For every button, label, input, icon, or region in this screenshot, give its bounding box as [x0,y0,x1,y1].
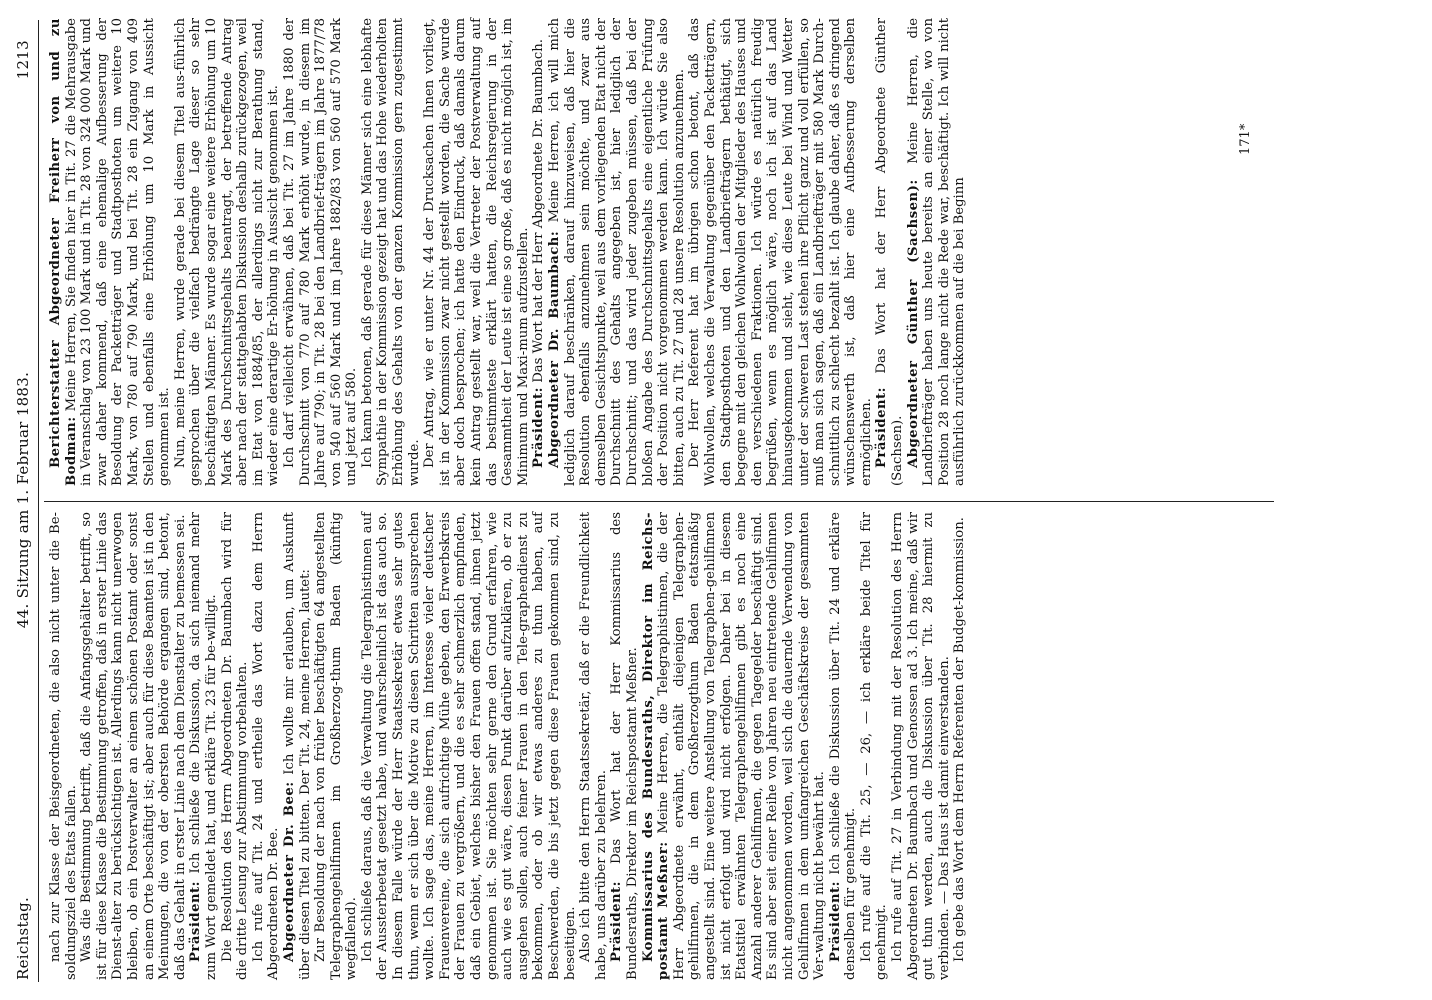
session-title: 44. Sitzung am 1. Februar 1883. [14,371,32,629]
paragraph-text: Das Wort hat der Herr Kommissarius des Bundesraths, Direktor im Reichspostamt Meßner. [609,512,640,980]
speaker-name: Präsident: [188,880,204,962]
paragraph [48,18,173,486]
paragraph [251,512,282,980]
paragraph-text: Ich schließe die Diskussion, da sich niemand mehr zum Wort gemeldet hat, und erkläre Tit. 23 für be-willigt. [188,512,219,980]
speaker-name: Präsident: [609,880,625,962]
paragraph [173,18,282,486]
paragraph-text: Ich gebe das Wort dem Herrn Referenten der Budget-kommission. [952,517,968,962]
paragraph-text: Die Resolution des Herrn Abgeordneten Dr. Baumbach wird für die dritte Lesung zur Abstimmung vorbehalten. [219,512,251,980]
paragraph [313,512,360,980]
paragraph [578,512,609,980]
paragraph-text: Der Antrag, wie er unter Nr. 44 der Drucksachen Ihnen vorliegt, ist in der Kommission zwar nicht gestellt worden, die Sache wurde aber doch besprochen; ich hatte den Eindruck, daß damals darum kein Antrag gestellt war, weil die Vertreter der Postverwaltung auf das bestimmteste erklärt hatten, die Reichsregierung in der Gesammtheit der Leute ist eine so große, daß es nicht möglich ist, im Minimum und Maxi-mum aufzustellen. [422,18,531,486]
running-header-left: Reichstag. [14,896,32,980]
paragraph [890,512,952,980]
paragraph-text: Ich schließe daraus, daß die Verwaltung die Telegraphistinnen auf der Aussterbeetat gesetzt habe, und wahrscheinlich ist das auch so. In diesem Falle würde der Herr Staatssekretär etwas sehr gutes thun, wenn er sich über die Motive zu diesen Schritten aussprechen wollte. Ich sage das, meine Herren, im Interesse vieler deutscher Frauenvereine, die sich aufrichtige Mühe geben, den Erwerbskreis der Frauen zu vergrößern, und die es sehr schmerzlich empfinden, daß ein Gebiet, welches bisher den Frauen offen stand, ihnen jetzt genommen ist. Sie möchten sehr gerne den Grund erfahren, wie auch wie es gut wäre, diesen Punkt darüber aufzuklären, ob er zu ausgehen sollen, auch feiner Frauen in den Tele-graphendienst zu bekommen, oder ob wir etwas anderes zu thun haben, auf Beschwerden, die bis jetzt gegen diese Frauen gekommen sind, zu beseitigen. [359,512,578,980]
left-column [48,512,968,980]
paragraph-text: Ich rufe auf Tit. 24 und ertheile das Wort dazu dem Herrn Abgeordneten Dr. Bee. [250,512,282,980]
paragraph [220,512,251,980]
paragraph [687,18,874,486]
paragraph [828,512,859,980]
paragraph [952,512,968,980]
paragraph [609,512,640,980]
speaker-name: Präsident: [531,386,547,468]
paragraph [79,512,188,980]
paragraph-text: Ich schließe die Diskussion über Tit. 24 und erkläre denselben für genehmigt. [827,512,859,980]
speaker-name: Abgeordneter Günther (Sachsen): [905,179,921,468]
paragraph-text: Nun, meine Herren, wurde gerade bei diesem Titel aus-führlich gesprochen über die vielfach bedrängte Lage dieser so sehr beschäftigten Männer. Es wurde sogar eine weitere Erhöhung um 10 Mark des Durchschnittsgehalts beantragt, der betreffende Antrag aber nach der stattgehabten Diskussion deshalb zurückgezogen, weil im Etat von 1884/85, der allerdings nicht zur Berathung stand, wieder eine derartige Er-höhung in Aussicht genommen ist. [172,18,282,486]
paragraph-text: Ich rufe auf die Tit. 25, — 26, — ich erkläre beide Titel für genehmigt. [858,512,890,980]
paragraph [859,512,890,980]
paragraph [531,18,547,486]
paragraph-text: Zur Besoldung der nach von früher beschäftigten 64 angestellten Telegraphengehilfinnen im Großherzog-thum Baden (künftig wegfallend). [313,512,360,980]
speaker-name: Abgeordneter Dr. Baumbach: [547,230,562,468]
speaker-name: Kommissarius des Bundesraths, Direktor im Reichs-postamt Meßner: [640,512,672,980]
paragraph [547,18,687,486]
speaker-name: Präsident: [827,880,843,962]
paragraph-text: Ich darf vielleicht erwähnen, daß bei Tit. 27 im Jahre 1880 der Durchschnitt von 770 auf 780 Mark erhöht wurde, in diesem im Jahre auf 790; in Tit. 28 bei den Landbrief-trägern im Jahre 1877/78 von 540 auf 560 Mark und im Jahre 1882/83 von 560 auf 570 Mark und jetzt auf 580. [281,18,360,486]
speaker-name: Berichterstatter Abgeordneter Freiherr von und zu Bodman: [48,18,79,486]
paragraph-text: Meine Herren, Sie finden hier in Tit. 27 die Mehrausgabe in Veranschlag von 23 100 Mark und in Tit. 28 von 324 000 Mark und zwar daher kommend, daß eine ehemalige Aufbesserung der Besoldung der Packetträger und Stadtposthoten um weitere 10 Mark, von 780 auf 790 Mark, und bei Tit. 28 ein Zugang von 409 Stellen und ebenfalls eine Erhöhung um 10 Mark in Aussicht genommen ist. [63,18,173,486]
paragraph [906,18,968,486]
paragraph-text: Meine Herren, ich will mich lediglich darauf beschränken, darauf hinzuweisen, daß hier die Resolution ebenfalls anzunehmen sein möchte, und zwar aus demselben Gesichtspunkte, weil aus dem vorliegenden Etat nicht der Durchschnitt des Gehalts angegeben ist, hier lediglich der Durchschnitt; und das wird jeder zugeben müssen, daß bei der bloßen Angabe des Durchschnittsgehalts eine eigentliche Prüfung der Position nicht vorgenommen werden kann. Ich würde Sie also bitten, auch zu Tit. 27 und 28 unsere Resolution anzunehmen. [547,17,687,486]
paragraph-text: Meine Herren, die Telegraphistinnen, die der Herr Abgeordnete erwähnt, enthält diejenigen Telegraphen-gehilfinnen, die in dem Großherzogthum Baden etatsmäßig angestellt sind. Eine weitere Anstellung von Telegraphen-gehilfinnen ist nicht erfolgt und wird nicht erfolgen. Daher bei in diesem Etatstitel erwähnten Telegraphengehilfinnen gibt es noch eine Anzahl anderer Gehilfinnen, die gegen Tagegelder beschäftigt sind. Es sind aber seit einer Reihe von Jahren neu eintretende Gehilfinnen nicht angenommen worden, weil sich die dauernde Verwendung von Gehilfinnen in dem umfangreichen Geschäftskreise der gesammten Ver-waltung nicht bewährt hat. [656,512,828,980]
paragraph-text: Das Wort hat der Herr Abgeordnete Günther (Sachsen). [874,18,906,486]
paragraph-text: Der Herr Referent hat im übrigen schon betont, daß das Wohlwollen, welches die Verwaltung gegenüber den Packetträgern, den Stadtposthoten und den Landbriefträgern bethätigt, sich begegne mit den gleichen Wohlwollen der Mitglieder des Hauses und den verschiedenen Fraktionen. Ich würde es natürlich freudig begrüßen, wenn es möglich wäre, noch ich ist auf das Land hinausgekommen und sieht, wie diese Leute bei Wind und Wetter unter der schweren Last stehen ihre Pflicht ganz und voll erfüllen, so muß man sich sagen, daß ein Landbriefträger mit 580 Mark Durch-schnittlich zu schlecht bezahlt ist. Ich glaube daher, daß es dringend wünschenswerth ist, daß hier eine Aufbesserung derselben ermöglichen. [687,18,874,486]
paragraph [48,512,79,980]
paragraph-text: Ich wollte mir erlauben, um Auskunft über diesen Titel zu bitten. Der Tit. 24, meine Herren, lautet: [281,512,313,980]
paragraph [282,512,313,980]
paragraph-text: nach zur Klasse der Beisgeordneten, die also nicht unter die Be-soldungsziel des Etats fallen. [48,512,79,980]
header-rule [38,20,39,982]
digitization-credit [1406,8,1426,993]
page-number: 1213 [14,40,32,80]
paragraph [360,512,578,980]
paragraph-text: Meine Herren, die Landbriefträger haben uns heute bereits an einer Stelle, wo von Position 28 noch lange nicht die Rede war, beschäftigt. Ich will nicht ausführlich zurückkommen auf die bei Beginn [905,18,968,486]
right-column [48,18,968,486]
paragraph [188,512,219,980]
paragraph [422,18,531,486]
speaker-name: Präsident: [874,386,890,468]
paragraph-text: Ich rufe auf Tit. 27 in Verbindung mit der Resolution des Herrn Abgeordneten Dr. Baumbach und Genossen ad 3. Ich meine, daß wir gut thun werden, auch die Diskussion über Tit. 28 hiermit zu verbinden. — Das Haus ist damit einverstanden. [890,512,952,980]
signature-mark: 171* [1238,123,1253,155]
paragraph-text: Ich kann betonen, daß gerade für diese Männer sich eine lebhafte Sympathie in der Kommission gezeigt hat und das Hohe wiederholten Erhöhung des Gehalts von der ganzen Kommission gern zugestimmt wurde. [359,18,422,486]
paragraph-text: Also ich bitte den Herrn Staatssekretär, daß er die Freundlichkeit habe, uns darüber zu belehren. [578,512,609,980]
paragraph-text: Das Wort hat der Herr Abgeordnete Dr. Baumbach. [531,39,547,387]
column-divider [44,501,1274,502]
paragraph [641,512,828,980]
speaker-name: Abgeordneter Dr. Bee: [281,781,297,962]
paragraph [360,18,422,486]
paragraph [874,18,905,486]
paragraph-text: Was die Bestimmung betrifft, daß die Anfangsgehälter betrifft, so ist für diese Klasse die Bestimmung getroffen, daß in erster Linie das Dienst-alter zu berücksichtigen ist. Allerdings kann nicht unerwogen bleiben, ob ein Postverwalter an einem schönen Postamt oder sonst an einem Orte beschäftigt ist; aber auch für diese Beamten ist in den Meinungen, die von der obersten Behörde ergangen sind, betont, daß das Gehalt in erster Linie nach dem Dienstalter zu bemessen sei. [79,512,188,980]
paragraph [282,18,360,486]
